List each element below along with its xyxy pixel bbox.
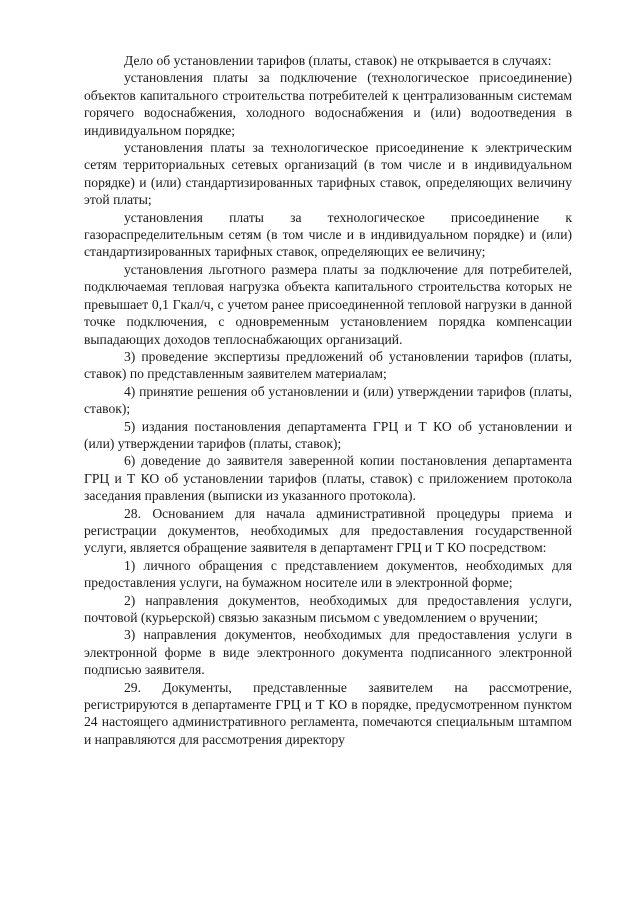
paragraph-intro: Дело об установлении тарифов (платы, ставок) не открывается в случаях: [124,53,552,68]
paragraph-case-heat: установления льготного размера платы за подключение для потребителей, подключаемая тепловая нагрузка объекта капитального строительства которых не превышает 0,1 Гкал/ч, с учетом ранее присоединенной тепловой нагрузки в данной точке подключения, с одновременным установлением порядка компенсации выпадающих доходов теплоснабжающих организаций. [84,261,572,347]
paragraph-clause-28-1: 1) личного обращения с представлением документов, необходимых для предоставления услуги, на бумажном носителе или в электронной форме; [84,557,572,591]
paragraph-item-6: 6) доведение до заявителя заверенной копии постановления департамента ГРЦ и Т КО об установлении тарифов (платы, ставок) с приложением протокола заседания правления (выписки из указанного протокола). [84,453,572,504]
paragraph-item-3: 3) проведение экспертизы предложений об установлении тарифов (платы, ставок) по представленным заявителем материалам; [84,348,572,382]
paragraph-case-water: установления платы за подключение (технологическое присоединение) объектов капитального строительства потребителей к централизованным системам горячего водоснабжения, холодного водоснабжения и (или) водоотведения в индивидуальном порядке; [84,70,572,138]
paragraph-case-gas: установления платы за технологическое присоединение к газораспределительным сетям (в том числе и в индивидуальном порядке) и (или) стандартизированных тарифных ставок, определяющих ее величину; [84,209,572,260]
paragraph-clause-29: 29. Документы, представленные заявителем на рассмотрение, регистрируются в департаменте ГРЦ и Т КО в порядке, предусмотренном пунктом 24 настоящего административного регламента, помечаются специальным штампом и направляются для рассмотрения директору [84,679,572,747]
paragraph-case-electric: установления платы за технологическое присоединение к электрическим сетям территориальных сетевых организаций (в том числе и в индивидуальном порядке) и (или) стандартизированных тарифных ставок, определяющих величину этой платы; [84,140,572,208]
document-page [84,52,572,748]
paragraph-item-4: 4) принятие решения об установлении и (или) утверждении тарифов (платы, ставок); [84,383,572,417]
paragraph-clause-28: 28. Основанием для начала административной процедуры приема и регистрации документов, необходимых для предоставления государственной услуги, является обращение заявителя в департамент ГРЦ и Т КО посредством: [84,505,572,556]
paragraph-item-5: 5) издания постановления департамента ГРЦ и Т КО об установлении и (или) утверждении тарифов (платы, ставок); [84,418,572,451]
paragraph-clause-28-2: 2) направления документов, необходимых для предоставления услуги, почтовой (курьерской) связью заказным письмом с уведомлением о вручении; [84,592,572,625]
paragraph-clause-28-3: 3) направления документов, необходимых для предоставления услуги в электронной форме в виде электронного документа подписанного электронной подписью заявителя. [84,627,572,678]
